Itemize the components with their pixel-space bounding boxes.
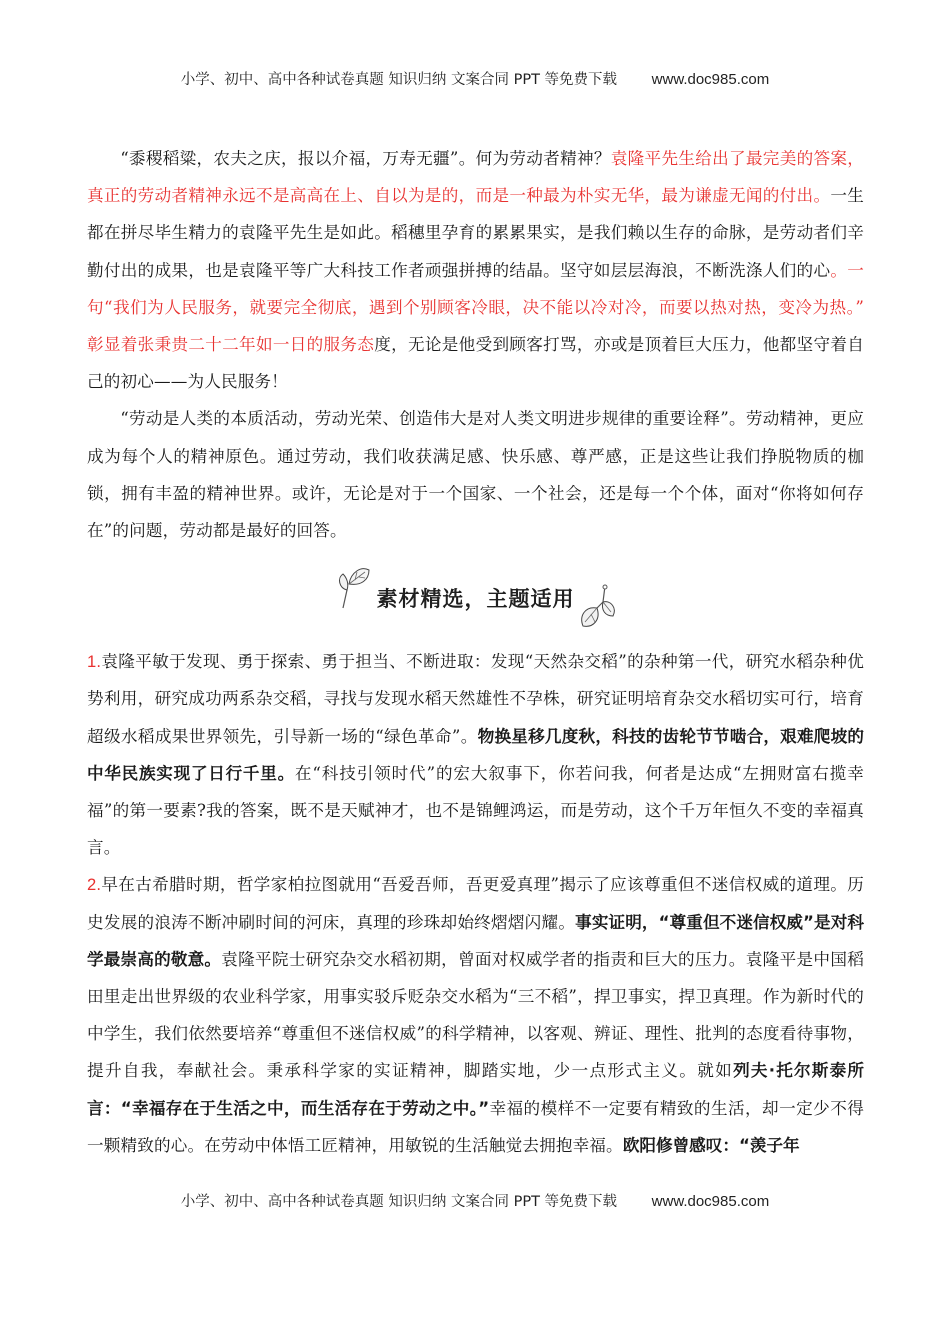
material-item-2 xyxy=(87,866,864,1164)
page-footer xyxy=(0,1190,950,1211)
item-text: 早在古希腊时期，哲学家柏拉图就用“吾爱吾师，吾更爱真理”揭示了应该尊重但不迷信权威的道理。历史发展的浪涛不断冲刷时间的河床，真理的珍珠却始终熠熠闪耀。 xyxy=(87,875,864,932)
item-number: 2. xyxy=(87,875,102,895)
highlighted-text: 袁隆平先生给出了最完美的答案，真正的劳动者精神永远不是高高在上、自以为是的，而是一种最为朴实无华，最为谦虚无闻的付出。 xyxy=(87,149,865,206)
item-text: 袁隆平敏于发现、勇于探索、勇于担当、不断进取：发现“天然杂交稻”的杂种第一代，研究水稻杂种优势利用，研究成功两系杂交稻，寻找与发现水稻天然雄性不孕株，研究证明培育杂交水稻切实可行，培育超级水稻成果世界领先，引导新一场的“绿色革命”。 xyxy=(87,652,864,746)
header-text: 小学、初中、高中各种试卷真题 知识归纳 文案合同 PPT 等免费下载 xyxy=(180,72,618,88)
item-number: 1. xyxy=(87,652,102,672)
section-banner xyxy=(87,549,864,643)
section-title: 素材精选，主题适用 xyxy=(376,586,575,611)
intro-paragraph-2: “劳动是人类的本质活动，劳动光荣、创造伟大是对人类文明进步规律的重要诠释”。劳动精神，更应成为每个人的精神原色。通过劳动，我们收获满足感、快乐感、尊严感，正是这些让我们挣脱物质的枷锁，拥有丰盈的精神世界。或许，无论是对于一个国家、一个社会，还是每一个个体，面对“你将如何存在”的问题，劳动都是最好的回答。 xyxy=(87,409,864,541)
item-emphasis: 物换星移几度秋，科技的齿轮节节啮合，艰难爬坡的中华民族实现了日行千里。 xyxy=(87,726,864,783)
item-text: 在“科技引领时代”的宏大叙事下，你若问我，何者是达成“左拥财富右揽幸福”的第一要素?我的答案，既不是天赋神才，也不是锦鲤鸿运，而是劳动，这个千万年恒久不变的幸福真言。 xyxy=(87,763,864,858)
item-emphasis: 事实证明，“尊重但不迷信权威”是对科学最崇高的敬意。 xyxy=(87,912,865,969)
item-text: 袁隆平院士研究杂交水稻初期，曾面对权威学者的指责和巨大的压力。袁隆平是中国稻田里走出世界级的农业科学家，用事实驳斥贬杂交水稻为“三不稻”，捍卫事实，捍卫真理。作为新时代的中学生，我们依然要培养“尊重但不迷信权威”的科学精神，以客观、辨证、理性、批判的态度看待事物，提升自我，奉献社会。秉承科学家的实证精神，脚踏实地，少一点形式主义。就如 xyxy=(87,949,864,1081)
highlighted-quote: 。一句“我们为人民服务，就要完全彻底，遇到个别顾客冷眼，决不能以冷对冷，而要以热对热，变冷为热。” 彰显着张秉贵二十二年如一日的服务态 xyxy=(87,260,864,355)
intro-text: 一生都在拼尽毕生精力的袁隆平先生是如此。稻穗里孕育的累累果实，是我们赖以生存的命脉，是劳动者们辛勤付出的成果，也是袁隆平等广大科技工作者顽强拼搏的结晶。坚守如层层海浪，不断洗涤人们的心 xyxy=(87,186,864,280)
intro-text: “黍稷稻粱，农夫之庆，报以介福，万寿无疆”。何为劳动者精神？ xyxy=(120,149,611,168)
leaf-sprig-icon xyxy=(577,584,619,630)
item-text: 幸福的模样不一定要有精致的生活，却一定少不得一颗精致的心。在劳动中体悟工匠精神，用敏锐的生活触觉去拥抱幸福。 xyxy=(87,1098,864,1155)
page-header xyxy=(0,68,950,89)
item-quote: 欧阳修曾感叹：“羡子年 xyxy=(622,1135,800,1155)
intro-text: 度，无论是他受到顾客打骂，亦或是顶着巨大压力，他都坚守着自己的初心——为人民服务！ xyxy=(87,335,864,392)
header-url-link[interactable]: www.doc985.com xyxy=(651,71,770,88)
item-quote: 列夫·托尔斯泰所言：“幸福存在于生活之中，而生活存在于劳动之中。” xyxy=(87,1061,864,1118)
material-item-1 xyxy=(87,643,864,866)
leaf-sprig-icon xyxy=(333,564,375,610)
document-body xyxy=(87,140,864,1164)
footer-url-link[interactable]: www.doc985.com xyxy=(651,1193,770,1210)
footer-text: 小学、初中、高中各种试卷真题 知识归纳 文案合同 PPT 等免费下载 xyxy=(180,1194,618,1210)
intro-paragraph-1 xyxy=(87,140,864,400)
